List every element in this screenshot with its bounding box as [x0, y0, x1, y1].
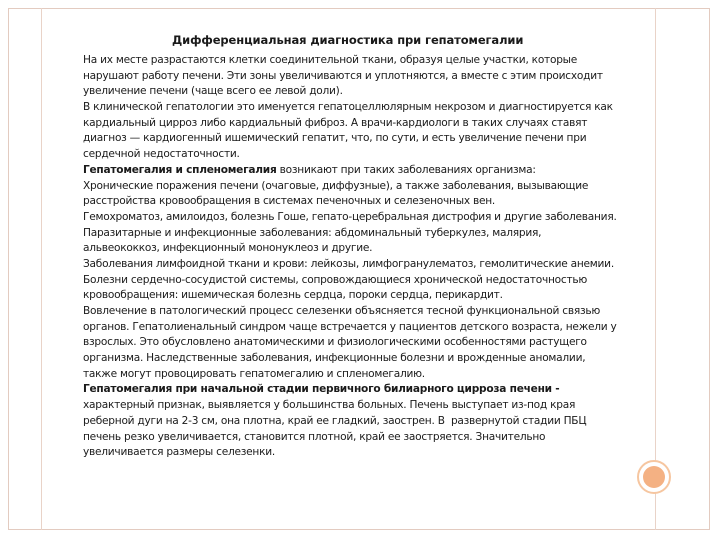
right-margin-rule — [655, 8, 656, 530]
body-line — [83, 257, 653, 273]
body-line-text: Вовлечение в патологический процесс селезенки объясняется тесной функциональной связью — [83, 305, 600, 317]
body-line-text: альвеококкоз, инфекционный мононуклеоз и другие. — [83, 242, 373, 255]
circle-ornament-icon — [637, 460, 671, 494]
body-line — [83, 163, 653, 179]
body-line — [83, 304, 653, 320]
body-line-text: также могут провоцировать гепатомегалию и спленомегалию. — [83, 367, 425, 380]
body-line — [83, 131, 653, 147]
body-line — [83, 382, 653, 398]
body-line — [83, 335, 653, 351]
body-line-text: взрослых. Это обусловлено анатомическими и физиологическими особенностями растущего — [83, 336, 587, 349]
body-line — [83, 430, 653, 446]
body-line-text: Заболевания лимфоидной ткани и крови: лейкозы, лимфогранулематоз, гемолитические анемии. — [83, 257, 614, 270]
body-line-text: нарушают работу печени. Эти зоны увеличиваются и уплотняются, а вместе с этим происходит — [83, 69, 603, 82]
body-line-text: расстройства кровообращения в системах печеночных и селезеночных вен. — [83, 195, 496, 208]
body-line-text: организма. Наследственные заболевания, инфекционные болезни и врожденные аномалии, — [83, 352, 586, 365]
body-line — [83, 445, 653, 461]
body-line — [83, 367, 653, 383]
body-line — [83, 100, 653, 116]
body-line-text: возникают при таких заболеваниях организма: — [276, 163, 536, 176]
body-line — [83, 53, 653, 69]
body-line-text: кровообращения: ишемическая болезнь сердца, пороки сердца, перикардит. — [83, 289, 503, 302]
body-line — [83, 398, 653, 414]
body-line — [83, 116, 653, 132]
body-line-text: В клинической гепатологии это именуется гепатоцеллюлярным некрозом и диагностируется как — [83, 101, 613, 114]
body-line-text: Гемохроматоз, амилоидоз, болезнь Гоше, гепато-церебральная дистрофия и другие заболевания. — [83, 210, 617, 223]
slide-title: Дифференциальная диагностика при гепатомегалии — [172, 33, 524, 47]
body-line-text: Хронические поражения печени (очаговые, диффузные), а также заболевания, вызывающие — [83, 179, 589, 192]
body-line-text: органов. Гепатолиенальный синдром чаще встречается у пациентов детского возраста, нежели у — [83, 320, 617, 333]
body-line-text: Болезни сердечно-сосудистой системы, сопровождающиеся хронической недостаточностью — [83, 273, 588, 286]
body-line-text: На их месте разрастаются клетки соединительной ткани, образуя целые участки, которые — [83, 54, 578, 66]
slide-body — [83, 53, 653, 461]
body-line-text: сердечной недостаточности. — [83, 148, 240, 161]
left-margin-rule — [41, 8, 42, 530]
body-line-bold: Гепатомегалия при начальной стадии первичного билиарного цирроза печени - — [83, 383, 560, 396]
body-line — [83, 320, 653, 336]
body-line — [83, 69, 653, 85]
body-line — [83, 273, 653, 289]
body-line — [83, 179, 653, 195]
body-line — [83, 288, 653, 304]
body-line — [83, 241, 653, 257]
body-line — [83, 351, 653, 367]
body-line-text: реберной дуги на 2-3 см, она плотна, край ее гладкий, заострен. В развернутой стадии ПБЦ — [83, 414, 587, 427]
body-line-text: печень резко увеличивается, становится плотной, край ее заостряется. Значительно — [83, 430, 546, 443]
body-line-text: увеличение печени (чаще всего ее левой доли). — [83, 85, 343, 98]
body-line — [83, 226, 653, 242]
body-line-text: характерный признак, выявляется у большинства больных. Печень выступает из-под края — [83, 399, 576, 412]
circle-ornament-fill — [643, 466, 665, 488]
body-line-text: Паразитарные и инфекционные заболевания: абдоминальный туберкулез, малярия, — [83, 226, 542, 239]
body-line-text: кардиальный цирроз либо кардиальный фиброз. А врачи-кардиологи в таких случаях ставят — [83, 116, 588, 129]
body-line — [83, 194, 653, 210]
body-line-text: диагноз — кардиогенный ишемический гепатит, что, по сути, и есть увеличение печени при — [83, 132, 587, 145]
body-line-text: увеличивается размеры селезенки. — [83, 446, 275, 459]
body-line — [83, 84, 653, 100]
body-line-bold: Гепатомегалия и спленомегалия — [83, 163, 277, 176]
body-line — [83, 210, 653, 226]
body-line — [83, 414, 653, 430]
body-line — [83, 147, 653, 163]
